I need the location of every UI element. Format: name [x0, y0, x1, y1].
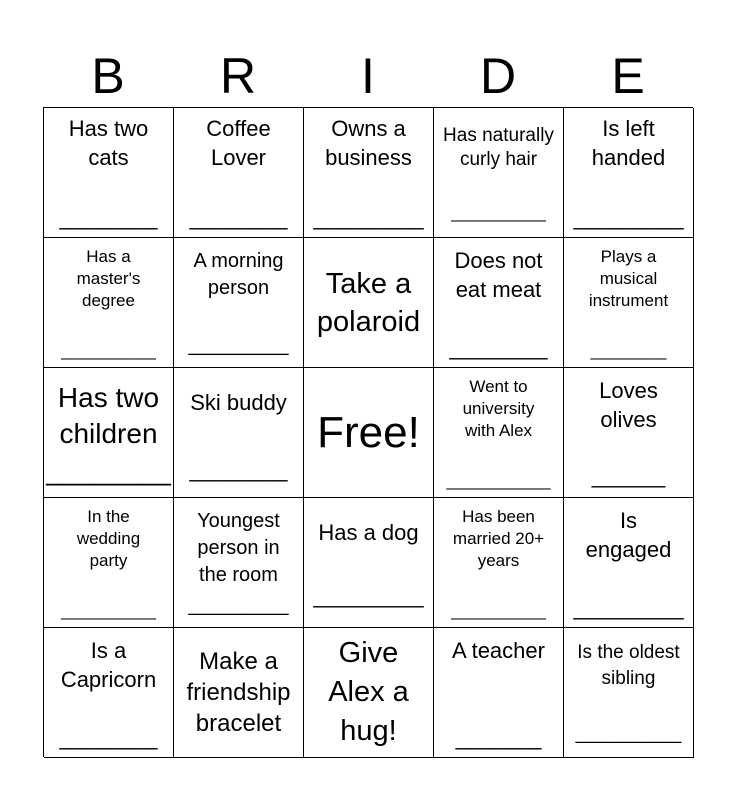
signature-line: __________: [575, 723, 682, 744]
bingo-cell[interactable]: [44, 498, 174, 628]
bingo-cell[interactable]: [44, 368, 174, 498]
signature-line: _________: [573, 205, 684, 230]
cell-text: Has two children: [57, 382, 160, 449]
cell-text: Does not eat meat: [454, 248, 543, 302]
cell-text: Owns a business: [325, 116, 412, 170]
bingo-cell[interactable]: [564, 368, 694, 498]
signature-line: __________: [61, 601, 156, 620]
header-letter-r: R: [219, 48, 257, 104]
bingo-cell[interactable]: [434, 238, 564, 368]
bingo-cell[interactable]: [44, 628, 174, 758]
cell-text: Take a polaroid: [316, 267, 421, 338]
signature-line: __________: [61, 341, 156, 360]
cell-text: Has two cats: [68, 116, 149, 170]
bingo-cell[interactable]: [434, 368, 564, 498]
bingo-cell[interactable]: [434, 628, 564, 758]
signature-line: _________: [188, 594, 289, 616]
header-letter-d: D: [479, 48, 517, 104]
cell-text: Plays a musical instrument: [588, 247, 669, 310]
bingo-cell[interactable]: [434, 498, 564, 628]
cell-text: In the wedding party: [76, 507, 141, 570]
cell-text: Give Alex a hug!: [328, 637, 409, 747]
signature-line: _________: [313, 205, 424, 230]
signature-line: __________: [451, 601, 546, 620]
signature-line: _________: [573, 595, 684, 620]
cell-text: Has naturally curly hair: [443, 125, 554, 170]
bingo-cell[interactable]: [304, 498, 434, 628]
signature-line: ________: [189, 457, 288, 482]
bingo-cell[interactable]: [44, 238, 174, 368]
bingo-cell[interactable]: [174, 628, 304, 758]
signature-line: _________: [188, 334, 289, 356]
bingo-cell[interactable]: [434, 108, 564, 238]
bingo-header: [43, 44, 693, 108]
bingo-cell[interactable]: [564, 498, 694, 628]
bingo-cell[interactable]: [304, 628, 434, 758]
bingo-cell[interactable]: [304, 108, 434, 238]
bingo-cell[interactable]: [564, 628, 694, 758]
cell-text: Is engaged: [585, 508, 672, 562]
cell-text: Is the oldest sibling: [577, 642, 680, 689]
signature-line: ________: [189, 205, 288, 230]
header-letter-i: I: [361, 48, 375, 104]
bingo-board: [43, 107, 693, 757]
cell-text: Make a friendship bracelet: [186, 648, 291, 737]
signature-line: ______: [591, 463, 666, 488]
free-space-text: Free!: [317, 407, 420, 457]
signature-line: ________: [590, 341, 667, 360]
cell-text: Loves olives: [599, 378, 658, 432]
cell-text: Has been married 20+ years: [452, 507, 545, 570]
cell-text: Coffee Lover: [206, 116, 271, 170]
bingo-cell-free[interactable]: [304, 368, 434, 498]
bingo-cell[interactable]: [564, 108, 694, 238]
cell-text: Went to university with Alex: [462, 377, 535, 440]
cell-text: A teacher: [452, 638, 545, 663]
bingo-cell[interactable]: [174, 108, 304, 238]
cell-text: Is left handed: [591, 116, 666, 170]
signature-line: ________: [449, 335, 548, 360]
bingo-cell[interactable]: [174, 238, 304, 368]
signature-line: ________: [59, 725, 158, 750]
bingo-cell[interactable]: [564, 238, 694, 368]
cell-text: Youngest person in the room: [197, 510, 280, 586]
bingo-cell[interactable]: [304, 238, 434, 368]
bingo-cell[interactable]: [174, 498, 304, 628]
signature-line: _________: [313, 583, 424, 608]
header-letter-e: E: [611, 48, 645, 104]
signature-line: ________: [46, 455, 171, 486]
signature-line: ___________: [446, 471, 551, 490]
cell-text: Has a dog: [318, 520, 419, 545]
cell-text: Is a Capricorn: [60, 638, 157, 692]
signature-line: __________: [451, 203, 546, 222]
signature-line: _______: [455, 725, 542, 750]
signature-line: ________: [59, 205, 158, 230]
bingo-cell[interactable]: [174, 368, 304, 498]
cell-text: Has a master's degree: [76, 247, 141, 310]
cell-text: Ski buddy: [190, 390, 287, 415]
header-letter-b: B: [91, 48, 125, 104]
cell-text: A morning person: [193, 250, 284, 299]
bingo-cell[interactable]: [44, 108, 174, 238]
